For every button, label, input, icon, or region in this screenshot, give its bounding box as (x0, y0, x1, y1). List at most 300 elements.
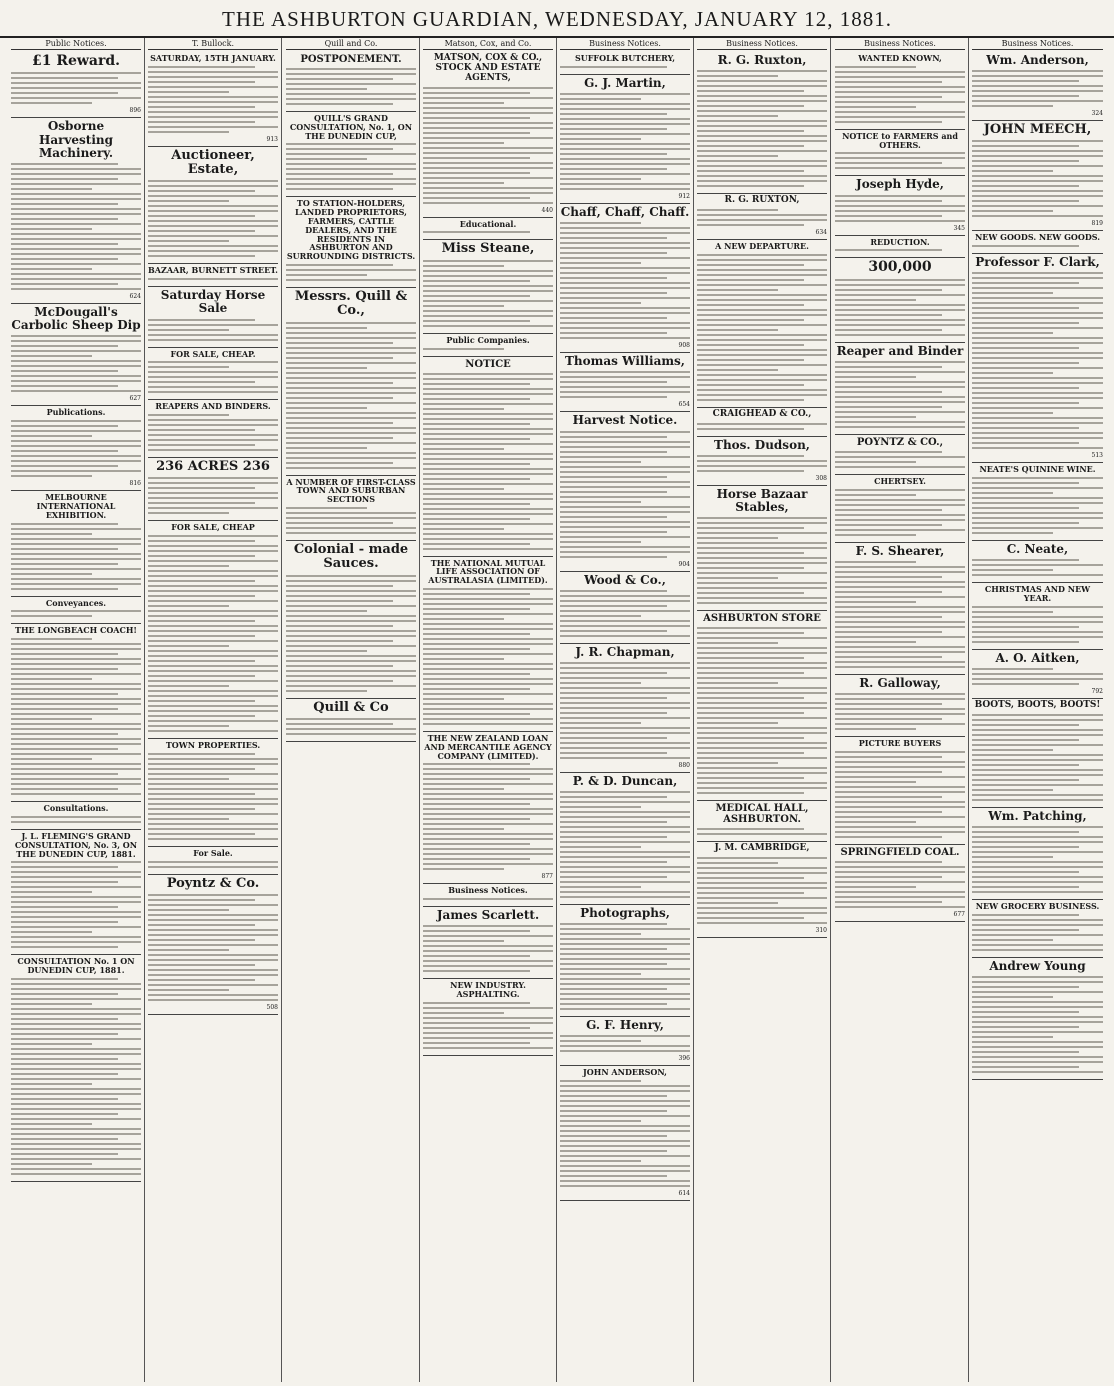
text-line (148, 339, 278, 341)
text-line (972, 1056, 1103, 1058)
text-line (11, 213, 141, 215)
text-line (286, 640, 393, 642)
text-line (697, 627, 827, 629)
text-line (972, 754, 1103, 756)
text-line (11, 523, 118, 525)
text-line (423, 478, 530, 480)
ad-title: Miss Steane, (441, 241, 535, 257)
text-line (286, 322, 416, 324)
text-line (286, 264, 393, 266)
ad-title: NOTICE (465, 358, 511, 370)
ad-body-text (697, 517, 827, 604)
text-line (11, 573, 92, 575)
text-line (972, 564, 1103, 566)
ad-title: CONSULTATION No. 1 ON DUNEDIN CUP, 1881. (17, 956, 135, 976)
column-heading: Business Notices. (835, 38, 965, 50)
ad-reference-number: 816 (129, 480, 141, 488)
text-line (286, 387, 416, 389)
text-line (148, 959, 278, 961)
text-line (423, 152, 553, 154)
text-line (423, 280, 530, 282)
text-line (11, 668, 118, 670)
text-line (11, 753, 141, 755)
text-line (560, 811, 690, 813)
ad-title: JOHN MEECH, (983, 122, 1092, 138)
text-line (423, 788, 504, 790)
page-title: THE ASHBURTON GUARDIAN, WEDNESDAY, JANUARY 12, 1881. (222, 7, 892, 31)
text-line (560, 963, 667, 965)
text-line (11, 886, 141, 888)
text-line (423, 388, 553, 390)
text-line (697, 324, 827, 326)
text-line (423, 275, 553, 277)
text-line (560, 896, 690, 898)
text-line (11, 87, 141, 89)
text-line (148, 376, 278, 378)
ad-title: MELBOURNE INTERNATIONAL EXHIBITION. (36, 492, 116, 520)
text-line (11, 163, 118, 165)
text-line (697, 70, 827, 72)
ad-body-text (835, 861, 965, 908)
ad-body-text (560, 662, 690, 759)
text-line (972, 826, 1103, 828)
text-line (560, 277, 667, 279)
text-line (972, 332, 1053, 334)
advertisement (972, 808, 1103, 900)
text-line (697, 329, 778, 331)
ad-title: THE LONGBEACH COACH! (15, 625, 137, 636)
text-line (560, 516, 667, 518)
text-line (11, 723, 141, 725)
text-line (423, 528, 504, 530)
ad-title: Osborne Harvesting Machinery. (38, 119, 114, 160)
text-line (972, 372, 1053, 374)
advertisement (972, 52, 1103, 121)
text-line (148, 250, 278, 252)
ad-body-text (148, 278, 278, 280)
text-line (835, 361, 965, 363)
text-line (972, 417, 1103, 419)
text-line (11, 783, 141, 785)
text-line (972, 90, 1103, 92)
advertisement (835, 176, 965, 235)
text-line (148, 278, 278, 280)
text-line (560, 1170, 690, 1172)
text-line (835, 205, 965, 207)
text-line (286, 427, 416, 429)
advertisement (835, 343, 965, 435)
text-line (697, 359, 804, 361)
text-line (423, 438, 530, 440)
text-line (423, 970, 530, 972)
text-line (560, 188, 690, 190)
text-line (11, 258, 118, 260)
ad-title: James Scarlett. (436, 908, 540, 923)
text-line (560, 595, 690, 597)
text-line (286, 73, 416, 75)
ad-title: A NEW DEPARTURE. (715, 241, 809, 252)
text-line (423, 618, 504, 620)
text-line (423, 843, 530, 845)
text-line (11, 728, 141, 730)
text-line (423, 678, 553, 680)
text-line (835, 200, 942, 202)
advertisement (972, 231, 1103, 254)
text-line (148, 230, 255, 232)
text-line (972, 292, 1053, 294)
ad-reference-number: 624 (129, 292, 141, 300)
text-line (697, 587, 827, 589)
ad-body-text (148, 361, 278, 393)
text-line (972, 387, 1079, 389)
text-line (423, 858, 530, 860)
text-line (11, 273, 141, 275)
text-line (11, 278, 141, 280)
text-line (148, 535, 278, 537)
text-line (11, 936, 141, 938)
text-line (835, 91, 965, 93)
ad-body-text (560, 222, 690, 339)
text-line (835, 329, 942, 331)
text-line (972, 165, 1103, 167)
text-line (286, 417, 416, 419)
ad-title: Joseph Hyde, (856, 177, 944, 192)
text-line (560, 491, 667, 493)
ad-reference-number: 324 (1091, 110, 1103, 118)
text-line (560, 886, 641, 888)
ad-title: R. Galloway, (859, 675, 941, 690)
ad-reference-number: 880 (678, 761, 690, 769)
text-line (835, 723, 965, 725)
text-line (11, 563, 118, 565)
text-line (697, 254, 827, 256)
text-line (148, 570, 278, 572)
text-line (697, 887, 827, 889)
text-line (560, 287, 690, 289)
ad-body-text (11, 523, 141, 590)
text-line (972, 512, 1103, 514)
text-line (423, 167, 553, 169)
text-line (286, 580, 416, 582)
text-line (697, 294, 827, 296)
text-line (697, 828, 804, 830)
text-line (560, 856, 690, 858)
text-line (560, 1150, 667, 1152)
text-line (148, 126, 278, 128)
text-line (11, 1133, 141, 1135)
text-line (286, 733, 416, 735)
text-line (286, 88, 367, 90)
ad-body-text (697, 828, 827, 835)
text-line (560, 506, 690, 508)
text-line (560, 968, 690, 970)
text-line (560, 98, 641, 100)
text-line (697, 767, 827, 769)
text-line (697, 319, 804, 321)
text-line (286, 153, 416, 155)
text-line (835, 451, 942, 453)
text-line (835, 391, 942, 393)
advertisement (148, 147, 278, 265)
text-line (835, 586, 965, 588)
text-line (972, 85, 1103, 87)
text-line (11, 188, 92, 190)
text-line (423, 393, 553, 395)
advertisement (972, 583, 1103, 650)
text-line (11, 350, 141, 352)
text-line (423, 177, 553, 179)
text-line (560, 118, 690, 120)
text-line (286, 392, 416, 394)
text-line (11, 435, 92, 437)
text-line (972, 200, 1079, 202)
text-line (560, 222, 641, 224)
text-line (148, 710, 278, 712)
text-line (11, 788, 118, 790)
ad-body-text (148, 894, 278, 1001)
text-line (423, 132, 530, 134)
ad-body-text (11, 72, 141, 104)
text-line (560, 742, 690, 744)
advertisement (423, 240, 553, 333)
text-line (11, 420, 141, 422)
text-line (560, 466, 690, 468)
text-line (148, 605, 229, 607)
text-line (560, 958, 690, 960)
text-line (11, 1153, 118, 1155)
text-line (697, 110, 827, 112)
text-line (560, 973, 641, 975)
text-line (972, 155, 1103, 157)
text-line (423, 423, 530, 425)
text-line (697, 95, 827, 97)
ad-body-text (286, 575, 416, 692)
text-line (560, 1045, 690, 1047)
column-heading: Business Notices. (560, 38, 690, 50)
text-line (697, 85, 827, 87)
text-line (835, 861, 942, 863)
ad-reference-number: 877 (541, 873, 553, 881)
text-line (286, 357, 393, 359)
text-line (423, 613, 553, 615)
text-line (697, 80, 827, 82)
text-line (11, 455, 141, 457)
ad-title: Publications. (46, 407, 106, 418)
ad-title: R. G. RUXTON, (724, 195, 800, 206)
text-line (972, 105, 1053, 107)
text-line (286, 168, 416, 170)
ad-body-text (560, 1035, 690, 1052)
text-line (560, 1008, 690, 1010)
text-line (972, 1061, 1103, 1063)
column-heading: Business Notices. (697, 38, 827, 50)
text-line (11, 82, 141, 84)
advertisement (835, 435, 965, 475)
text-line (11, 683, 141, 685)
advertisement (423, 732, 553, 884)
text-line (697, 642, 778, 644)
text-line (835, 466, 965, 468)
text-line (148, 235, 278, 237)
ad-body-text (560, 590, 690, 637)
ad-body-text (11, 816, 141, 823)
text-line (286, 327, 367, 329)
text-line (972, 517, 1103, 519)
text-line (697, 527, 804, 529)
text-line (972, 287, 1103, 289)
text-line (11, 1028, 141, 1030)
text-line (11, 178, 118, 180)
text-line (560, 881, 690, 883)
text-line (148, 111, 278, 113)
text-line (286, 512, 416, 514)
text-line (560, 168, 667, 170)
text-line (835, 324, 965, 326)
text-line (697, 557, 827, 559)
text-line (560, 496, 690, 498)
text-line (972, 347, 1079, 349)
text-line (835, 656, 942, 658)
advertisement (148, 458, 278, 521)
text-line (148, 419, 278, 421)
ad-title: C. Neate, (1006, 542, 1069, 557)
text-line (560, 521, 690, 523)
text-line (286, 402, 416, 404)
text-line (697, 314, 827, 316)
ad-body-text (148, 861, 278, 868)
text-line (148, 361, 278, 363)
text-line (972, 487, 1103, 489)
text-line (560, 1185, 690, 1187)
advertisement (972, 900, 1103, 958)
advertisement (560, 1066, 690, 1201)
text-line (835, 766, 965, 768)
text-line (286, 148, 393, 150)
text-line (835, 901, 942, 903)
text-line (560, 697, 667, 699)
text-line (697, 155, 778, 157)
text-line (835, 249, 942, 251)
text-line (697, 687, 827, 689)
text-line (972, 1071, 1103, 1073)
text-line (11, 1168, 141, 1170)
text-line (560, 153, 667, 155)
text-line (148, 449, 278, 451)
ad-body-text (423, 87, 553, 204)
text-line (423, 518, 530, 520)
text-line (697, 399, 804, 401)
text-line (560, 796, 667, 798)
text-line (11, 430, 141, 432)
text-line (835, 693, 965, 695)
text-line (148, 894, 278, 896)
text-line (835, 811, 942, 813)
text-line (11, 243, 118, 245)
advertisement (423, 884, 553, 907)
text-line (697, 384, 804, 386)
text-line (972, 447, 1103, 449)
text-line (835, 210, 965, 212)
text-line (835, 426, 965, 428)
text-line (286, 600, 393, 602)
advertisement (148, 287, 278, 347)
text-line (560, 476, 667, 478)
text-line (11, 173, 141, 175)
text-line (148, 595, 255, 597)
text-line (11, 773, 118, 775)
text-line (11, 223, 141, 225)
text-line (835, 152, 965, 154)
text-line (11, 1173, 141, 1175)
text-line (11, 385, 118, 387)
text-line (148, 803, 278, 805)
text-line (560, 876, 667, 878)
advertisement (11, 955, 141, 1182)
text-line (560, 667, 690, 669)
text-line (11, 906, 118, 908)
text-line (148, 497, 278, 499)
ad-title: Wood & Co., (584, 572, 666, 587)
text-line (972, 95, 1079, 97)
text-line (972, 190, 1103, 192)
ad-title: THE NATIONAL MUTUAL LIFE ASSOCIATION OF AUSTRALASIA (LIMITED). (428, 557, 548, 586)
text-line (148, 949, 229, 951)
text-line (148, 969, 278, 971)
text-line (423, 663, 553, 665)
ad-body-text (560, 66, 690, 68)
ad-title: Andrew Young (989, 959, 1086, 974)
text-line (835, 718, 942, 720)
text-line (697, 872, 827, 874)
text-line (286, 620, 416, 622)
advertisement (423, 52, 553, 218)
ad-body-text (972, 826, 1103, 893)
advertisement (972, 958, 1103, 1080)
text-line (560, 322, 690, 324)
text-line (972, 412, 1053, 414)
text-line (148, 989, 229, 991)
text-line (560, 376, 690, 378)
text-line (423, 270, 553, 272)
text-line (560, 1085, 690, 1087)
text-line (697, 857, 827, 859)
text-line (148, 620, 255, 622)
text-line (972, 352, 1103, 354)
ad-body-text (835, 693, 965, 730)
text-line (560, 307, 690, 309)
text-line (11, 610, 141, 612)
text-line (560, 133, 690, 135)
text-line (286, 93, 416, 95)
text-line (835, 376, 916, 378)
text-line (148, 66, 255, 68)
advertisement (423, 334, 553, 357)
text-line (11, 816, 141, 818)
text-line (423, 955, 530, 957)
text-line (835, 796, 942, 798)
text-line (972, 337, 1103, 339)
text-line (972, 100, 1103, 102)
text-line (560, 247, 690, 249)
text-line (423, 693, 553, 695)
text-line (972, 402, 1079, 404)
text-line (560, 826, 690, 828)
ad-title: 236 ACRES 236 (156, 459, 270, 475)
text-line (286, 269, 416, 271)
advertisement (423, 357, 553, 557)
text-line (286, 605, 416, 607)
text-line (560, 386, 690, 388)
